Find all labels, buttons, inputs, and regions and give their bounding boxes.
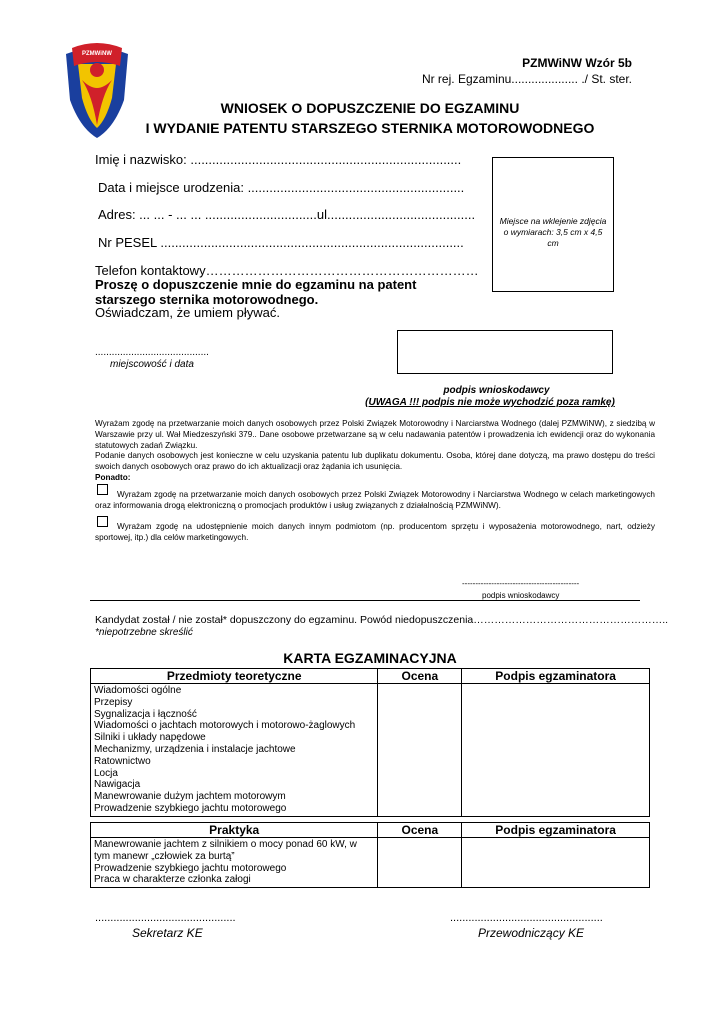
practice-signature-cell[interactable] [462,838,650,888]
theory-item: Nawigacja [94,779,141,791]
consent-paragraph-2: Podanie danych osobowych jest konieczne w celu uzyskania patentu lub duplikatu dokumentu. Osoba, której dane dotyczą, ma prawo dostępu do treści swoich danych osobowych oraz prawo do ich aktualizacji oraz żądania ich usunięcia. [95,451,655,471]
practice-table [90,822,650,888]
logo-text: PZMWiNW [82,51,112,57]
request-text: Proszę o dopuszczenie mnie do egzaminu na patent starszego sternika motorowodnego. [95,277,417,307]
practice-header-subject: Praktyka [91,823,378,838]
theory-header-signature: Podpis egzaminatora [462,669,650,684]
third-party-consent-text: Wyrażam zgodę na udostępnienie moich danych innym podmiotom (np. producentom sprzętu i wyposażenia motorowodnego, nart, odzieży sportowej, itp.) dla celów marketingowych. [95,522,655,542]
theory-item: Prowadzenie szybkiego jachtu motorowego [94,802,287,814]
applicant-signature-label: podpis wnioskodawcy [443,385,550,396]
consent-signature-label: podpis wnioskodawcy [482,591,560,600]
theory-item: Silniki i układy napędowe [94,732,206,744]
admission-note: *niepotrzebne skreślić [95,627,193,638]
theory-table [90,668,650,817]
chairman-signature-dots[interactable]: .................................................. [450,912,603,924]
photo-box-text: Miejsce na wklejenie zdjęcia o wymiarach: 3,5 cm x 4,5 cm [499,216,607,248]
address-field[interactable]: Adres: ... ... - ... ... ...............................ul......................................... [98,207,476,222]
form-code: PZMWiNW Wzór 5b [522,56,632,70]
theory-item: Wiadomości ogólne [94,685,182,696]
theory-item: Locja [94,767,118,779]
name-field[interactable]: Imię i nazwisko: ........................................................................... [95,152,462,167]
practice-item: Praca w charakterze członka załogi [94,874,251,886]
theory-item: Mechanizmy, urządzenia i instalacje jachtowe [94,743,296,755]
place-date-label: miejscowość i data [110,359,194,370]
theory-item: Przepisy [94,696,133,708]
marketing-consent-text: Wyrażam zgodę na przetwarzanie moich danych osobowych przez Polski Związek Motorowodny i Narciarstwa Wodnego w celach marketingowych oraz informowania drogą elektroniczną o promocjach produktów i usług związanych z działalnością PZMWiNW). [95,490,655,510]
secretary-label: Sekretarz KE [132,926,203,940]
place-date-dots[interactable]: ......................................... [95,347,209,358]
theory-signature-cell[interactable] [462,684,650,817]
admission-text: Kandydat został / nie został* dopuszczony do egzaminu. Powód niedopuszczenia……………………………………………….. [95,614,669,626]
chairman-label: Przewodniczący KE [478,926,585,940]
theory-item: Sygnalizacja i łączność [94,708,197,720]
theory-item: Ratownictwo [94,755,151,767]
theory-header-subject: Przedmioty teoretyczne [91,669,378,684]
theory-header-grade: Ocena [378,669,462,684]
consent-signature-dots[interactable]: -------------------------------------------- [462,579,580,588]
practice-header-signature: Podpis egzaminatora [462,823,650,838]
theory-subjects-cell [91,684,378,817]
ponadto-label: Ponadto: [95,473,131,482]
title-line-2: I WYDANIE PATENTU STARSZEGO STERNIKA MOTOROWODNEGO [145,120,595,136]
exam-reg-number: Nr rej. Egzaminu.................... ./ St. ster. [421,72,632,86]
birth-field[interactable]: Data i miejsce urodzenia: ............................................................ [98,180,465,195]
signature-warning: (UWAGA !!! podpis nie może wychodzić poza ramkę) [365,397,615,408]
theory-item: Wiadomości o jachtach motorowych i motorowo-żaglowych [94,720,356,732]
section-divider [90,600,640,601]
swim-declaration: Oświadczam, że umiem pływać. [95,305,280,320]
theory-item: Manewrowanie dużym jachtem motorowym [94,791,286,803]
secretary-signature-dots[interactable]: .............................................. [95,912,236,924]
practice-grade-cell[interactable] [378,838,462,888]
practice-item: Manewrowanie jachtem z silnikiem o mocy ponad 60 kW, w tym manewr „człowiek za burtą” [94,839,357,862]
exam-card-title: KARTA EGZAMINACYJNA [283,650,457,666]
practice-subjects-cell [91,838,378,888]
practice-header-grade: Ocena [378,823,462,838]
title-line-1: WNIOSEK O DOPUSZCZENIE DO EGZAMINU [220,100,520,116]
phone-field[interactable]: Telefon kontaktowy……………………………………………………… [95,263,479,278]
pesel-field[interactable]: Nr PESEL .................................................................................... [98,235,464,250]
applicant-signature-box[interactable] [397,330,613,374]
theory-grade-cell[interactable] [378,684,462,817]
photo-box [492,157,614,292]
practice-item: Prowadzenie szybkiego jachtu motorowego [94,862,287,874]
consent-paragraph-1: Wyrażam zgodę na przetwarzanie moich danych osobowych przez Polski Związek Motorowodny i Narciarstwa Wodnego (dalej PZMWiNW), z siedzibą w Warszawie przy ul. Wał Miedzeszyński 379.. Dane osobowe przetwarzane są w celu nadawania patentów i prowadzenia ich ewidencji oraz do wykonania statutowych zadań Związku. [95,419,655,450]
